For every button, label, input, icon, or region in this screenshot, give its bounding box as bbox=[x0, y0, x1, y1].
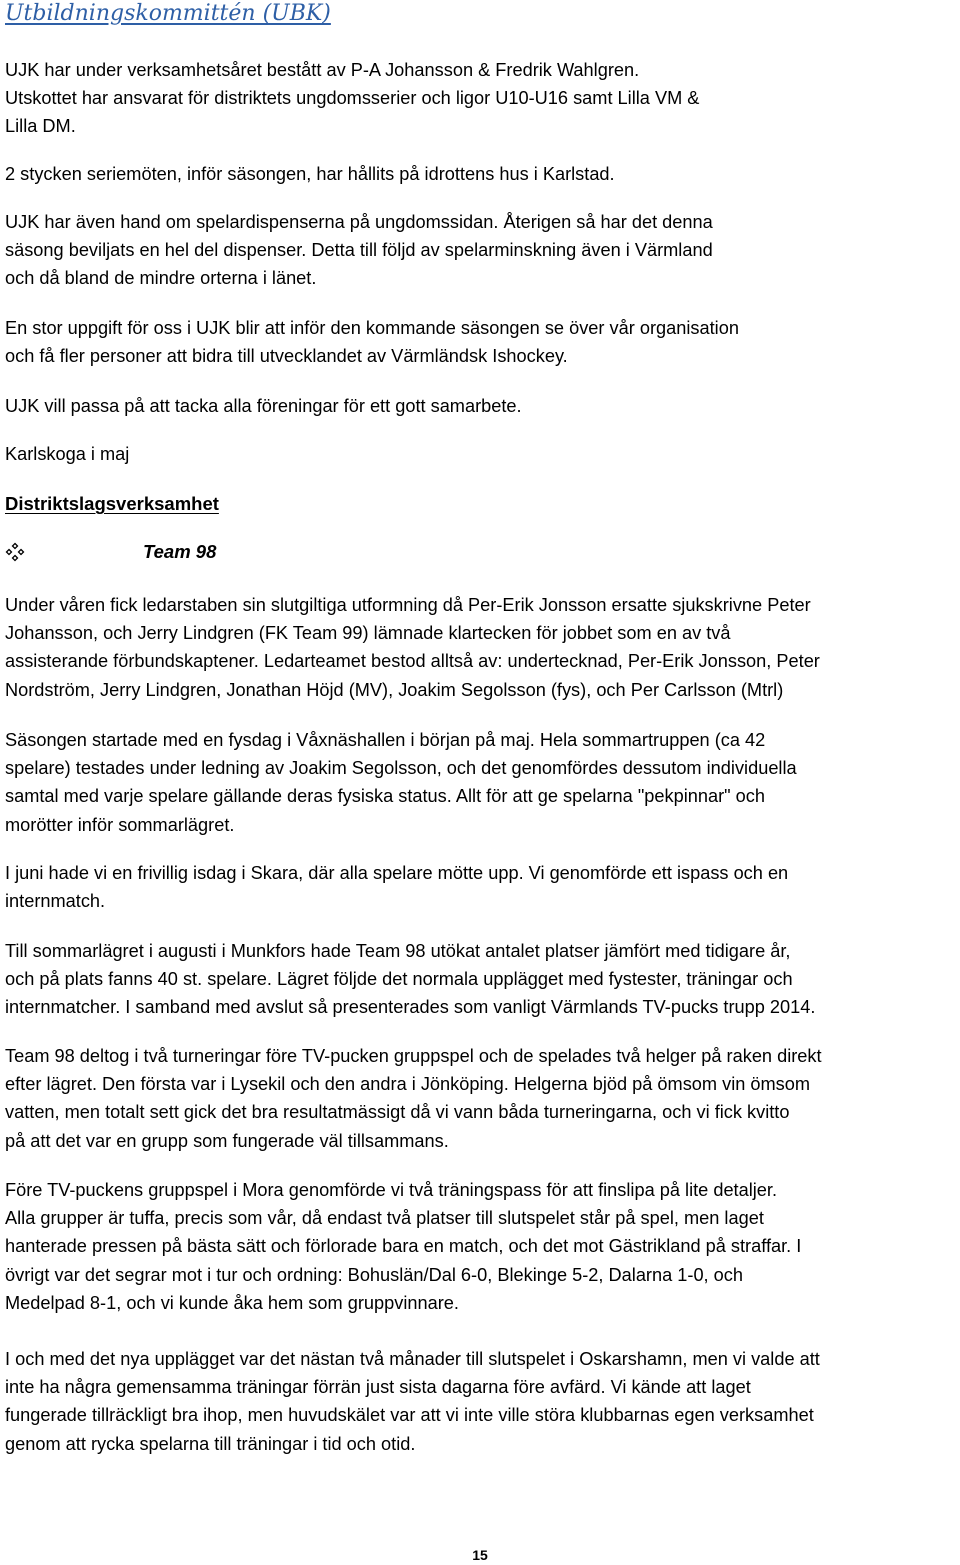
text-line: Utskottet har ansvarat för distriktets ungdomsserier och ligor U10-U16 samt Lilla VM & bbox=[5, 88, 700, 109]
text-line: internmatcher. I samband med avslut så presenterades som vanligt Värmlands TV-pucks trupp 2014. bbox=[5, 997, 816, 1018]
paragraph bbox=[5, 591, 960, 704]
text-line: UJK har under verksamhetsåret bestått av P-A Johansson & Fredrik Wahlgren. bbox=[5, 60, 640, 80]
text-line: Johansson, och Jerry Lindgren (FK Team 99) lämnade klartecken för jobbet som en av två bbox=[5, 623, 731, 644]
text-line: Medelpad 8-1, och vi kunde åka hem som gruppvinnare. bbox=[5, 1292, 459, 1313]
text-line: och då bland de mindre orterna i länet. bbox=[5, 268, 317, 289]
text-line: och på plats fanns 40 st. spelare. Lägret följde det normala upplägget med fystester, träningar och bbox=[5, 969, 793, 990]
text-line: Säsongen startade med en fysdag i Våxnäshallen i början på maj. Hela sommartruppen (ca 42 bbox=[5, 730, 766, 750]
text-line: samtal med varje spelare gällande deras fysiska status. Allt för att ge spelarna "pekpinnar" och bbox=[5, 786, 766, 807]
team-bullet-item bbox=[5, 537, 405, 567]
text-line: Under våren fick ledarstaben sin slutgiltiga utformning då Per-Erik Jonsson ersatte sjukskrivne Peter bbox=[5, 595, 811, 615]
text-line: UJK har även hand om spelardispenserna på ungdomssidan. Återigen så har det denna bbox=[5, 212, 713, 232]
paragraph bbox=[5, 1345, 960, 1458]
text-line: En stor uppgift för oss i UJK blir att inför den kommande säsongen se över vår organisation bbox=[5, 318, 739, 338]
text-line: Alla grupper är tuffa, precis som vår, då endast två platser till slutspelet står på spel, men laget bbox=[5, 1208, 764, 1229]
text-line: vatten, men totalt sett gick det bra resultatmässigt då vi vann båda turneringarna, och vi fick kvitto bbox=[5, 1102, 790, 1123]
text-line: övrigt var det segrar mot i tur och ordning: Bohuslän/Dal 6-0, Blekinge 5-2, Dalarna 1-0, och bbox=[5, 1264, 743, 1285]
text-line: I och med det nya upplägget var det nästan två månader till slutspelet i Oskarshamn, men vi valde att bbox=[5, 1349, 820, 1369]
text-line: I juni hade vi en frivillig isdag i Skara, där alla spelare mötte upp. Vi genomförde ett ispass och en bbox=[5, 863, 789, 883]
paragraph bbox=[5, 1176, 960, 1317]
text-line: internmatch. bbox=[5, 891, 106, 912]
text-line: fungerade tillräckligt bra ihop, men huvudskälet var att vi inte ville störa klubbarnas egen verksamhet bbox=[5, 1405, 814, 1426]
paragraph bbox=[5, 208, 960, 293]
text-line: assisterande förbundskaptener. Ledarteamet bestod alltså av: undertecknad, Per-Erik Jonsson, Peter bbox=[5, 651, 820, 672]
paragraph bbox=[5, 314, 960, 370]
paragraph bbox=[5, 160, 960, 188]
district-heading: Distriktslagsverksamhet bbox=[5, 493, 219, 514]
text-line: efter lägret. Den första var i Lysekil och den andra i Jönköping. Helgerna bjöd på ömsom vin ömsom bbox=[5, 1074, 811, 1095]
text-line: Till sommarlägret i augusti i Munkfors hade Team 98 utökat antalet platser jämfört med tidigare år, bbox=[5, 941, 791, 961]
text-line: Nordström, Jerry Lindgren, Jonathan Höjd (MV), Joakim Segolsson (fys), och Per Carlsson (Mtrl) bbox=[5, 679, 784, 700]
paragraph bbox=[5, 859, 960, 915]
text-line: morötter inför sommarlägret. bbox=[5, 814, 235, 835]
text-line: säsong beviljats en hel del dispenser. Detta till följd av spelarminskning även i Värmland bbox=[5, 240, 713, 261]
text-line: genom att rycka spelarna till träningar i tid och otid. bbox=[5, 1433, 416, 1454]
text-line: hanterade pressen på bästa sätt och förlorade bara en match, och det mot Gästrikland på straffar. I bbox=[5, 1236, 802, 1257]
page-number: 15 bbox=[472, 1547, 488, 1563]
paragraph bbox=[5, 937, 960, 1022]
text-line: och få fler personer att bidra till utvecklandet av Värmländsk Ishockey. bbox=[5, 346, 568, 367]
paragraph bbox=[5, 1042, 960, 1155]
text-line: Lilla DM. bbox=[5, 116, 76, 137]
diamond-bullet-icon bbox=[5, 542, 25, 562]
paragraph bbox=[5, 440, 960, 468]
text-line: UJK vill passa på att tacka alla föreningar för ett gott samarbete. bbox=[5, 396, 522, 416]
text-line: Team 98 deltog i två turneringar före TV-pucken gruppspel och de spelades två helger på raken direkt bbox=[5, 1046, 822, 1066]
text-line: Karlskoga i maj bbox=[5, 444, 130, 464]
paragraph bbox=[5, 56, 960, 141]
paragraph bbox=[5, 392, 960, 420]
team-label: Team 98 bbox=[143, 541, 217, 562]
text-line: inte ha några gemensamma träningar förrän just sista dagarna före avfärd. Vi kände att laget bbox=[5, 1377, 751, 1398]
text-line: 2 stycken seriemöten, inför säsongen, har hållits på idrottens hus i Karlstad. bbox=[5, 164, 615, 184]
text-line: Före TV-puckens gruppspel i Mora genomförde vi två träningspass för att finslipa på lite detaljer. bbox=[5, 1180, 778, 1200]
paragraph bbox=[5, 726, 960, 839]
text-line: på att det var en grupp som fungerade väl tillsammans. bbox=[5, 1130, 449, 1151]
text-line: spelare) testades under ledning av Joakim Segolsson, och det genomfördes dessutom individuella bbox=[5, 758, 797, 779]
section-title: Utbildningskommittén (UBK) bbox=[5, 1, 331, 26]
